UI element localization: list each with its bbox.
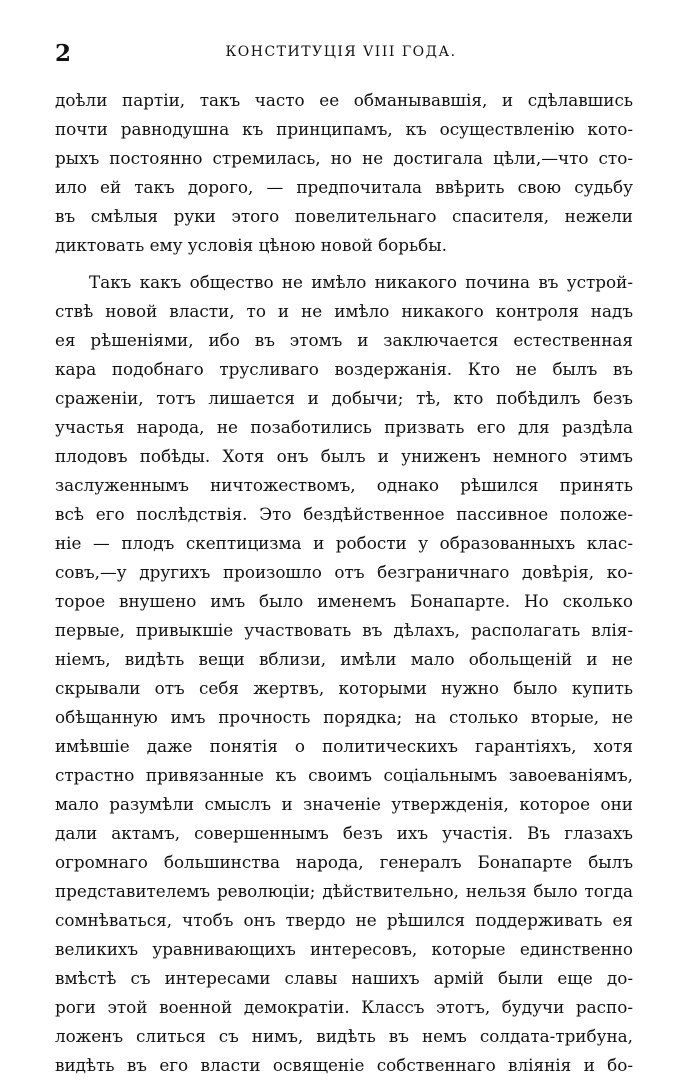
paragraph-2 bbox=[55, 268, 633, 1080]
text-line: вмѣстѣ съ интересами славы нашихъ армій были еще до- bbox=[55, 968, 633, 988]
text-line: скрывали отъ себя жертвъ, которыми нужно было купить bbox=[55, 678, 633, 698]
text-line: заслуженнымъ ничтожествомъ, однако рѣшился принять bbox=[55, 475, 633, 495]
page-number: 2 bbox=[55, 40, 72, 67]
text-line: сомнѣваться, чтобъ онъ твердо не рѣшился поддерживать ея bbox=[55, 910, 633, 930]
text-line: дали актамъ, совершеннымъ безъ ихъ участія. Въ глазахъ bbox=[55, 823, 633, 843]
text-line: ніемъ, видѣть вещи вблизи, имѣли мало обольщеній и не bbox=[55, 649, 633, 669]
page-body bbox=[55, 86, 633, 1080]
paragraph-spacer bbox=[55, 260, 633, 268]
text-line: ніе — плодъ скептицизма и робости у образованныхъ клас- bbox=[55, 533, 633, 553]
text-line: роги этой военной демократіи. Классъ этотъ, будучи распо- bbox=[55, 997, 633, 1017]
text-line: рыхъ постоянно стремилась, но не достигала цѣли,—что сто- bbox=[55, 148, 633, 168]
text-line: кара подобнаго трусливаго воздержанія. Кто не былъ въ bbox=[55, 359, 633, 379]
text-line: видѣть въ его власти освященіе собственнаго вліянія и бо- bbox=[55, 1055, 633, 1075]
page-header bbox=[55, 40, 627, 68]
text-line: всѣ его послѣдствія. Это бездѣйственное пассивное положе- bbox=[55, 504, 633, 524]
text-line: ея рѣшеніями, ибо въ этомъ и заключается естественная bbox=[55, 330, 633, 350]
text-line: ило ей такъ дорого, — предпочитала ввѣрить свою судьбу bbox=[55, 177, 633, 197]
text-line: сраженіи, тотъ лишается и добычи; тѣ, кто побѣдилъ безъ bbox=[55, 388, 633, 408]
text-line: совъ,—у другихъ произошло отъ безграничнаго довѣрія, ко- bbox=[55, 562, 633, 582]
text-line: плодовъ побѣды. Хотя онъ былъ и униженъ немного этимъ bbox=[55, 446, 633, 466]
text-line: доѣли партіи, такъ часто ее обманывавшія, и сдѣлавшись bbox=[55, 90, 633, 110]
text-line: огромнаго большинства народа, генералъ Бонапарте былъ bbox=[55, 852, 633, 872]
paragraph-1 bbox=[55, 86, 633, 260]
text-line: ложенъ слиться съ нимъ, видѣть въ немъ солдата-трибуна, bbox=[55, 1026, 633, 1046]
text-line: обѣщанную имъ прочность порядка; на столько вторые, не bbox=[55, 707, 633, 727]
text-line: Такъ какъ общество не имѣло никакого почина въ устрой- bbox=[89, 272, 633, 292]
text-line: страстно привязанные къ своимъ соціальнымъ завоеваніямъ, bbox=[55, 765, 633, 785]
text-line: первые, привыкшіе участвовать въ дѣлахъ, располагать влія- bbox=[55, 620, 633, 640]
text-line: имѣвшіе даже понятія о политическихъ гарантіяхъ, хотя bbox=[55, 736, 633, 756]
text-line: торое внушено имъ было именемъ Бонапарте. Но сколько bbox=[55, 591, 633, 611]
text-line: великихъ уравнивающихъ интересовъ, которые единственно bbox=[55, 939, 633, 959]
running-title: КОНСТИТУЦІЯ VIII ГОДА. bbox=[225, 44, 457, 60]
text-line: мало разумѣли смыслъ и значеніе утвержденія, которое они bbox=[55, 794, 633, 814]
text-line: въ смѣлыя руки этого повелительнаго спасителя, нежели bbox=[55, 206, 633, 226]
text-line: почти равнодушна къ принципамъ, къ осуществленію кото- bbox=[55, 119, 633, 139]
text-line: ствѣ новой власти, то и не имѣло никакого контроля надъ bbox=[55, 301, 633, 321]
text-line: представителемъ революціи; дѣйствительно, нельзя было тогда bbox=[55, 881, 633, 901]
text-line: диктовать ему условія цѣною новой борьбы. bbox=[55, 235, 447, 255]
text-line: участья народа, не позаботились призвать его для раздѣла bbox=[55, 417, 633, 437]
